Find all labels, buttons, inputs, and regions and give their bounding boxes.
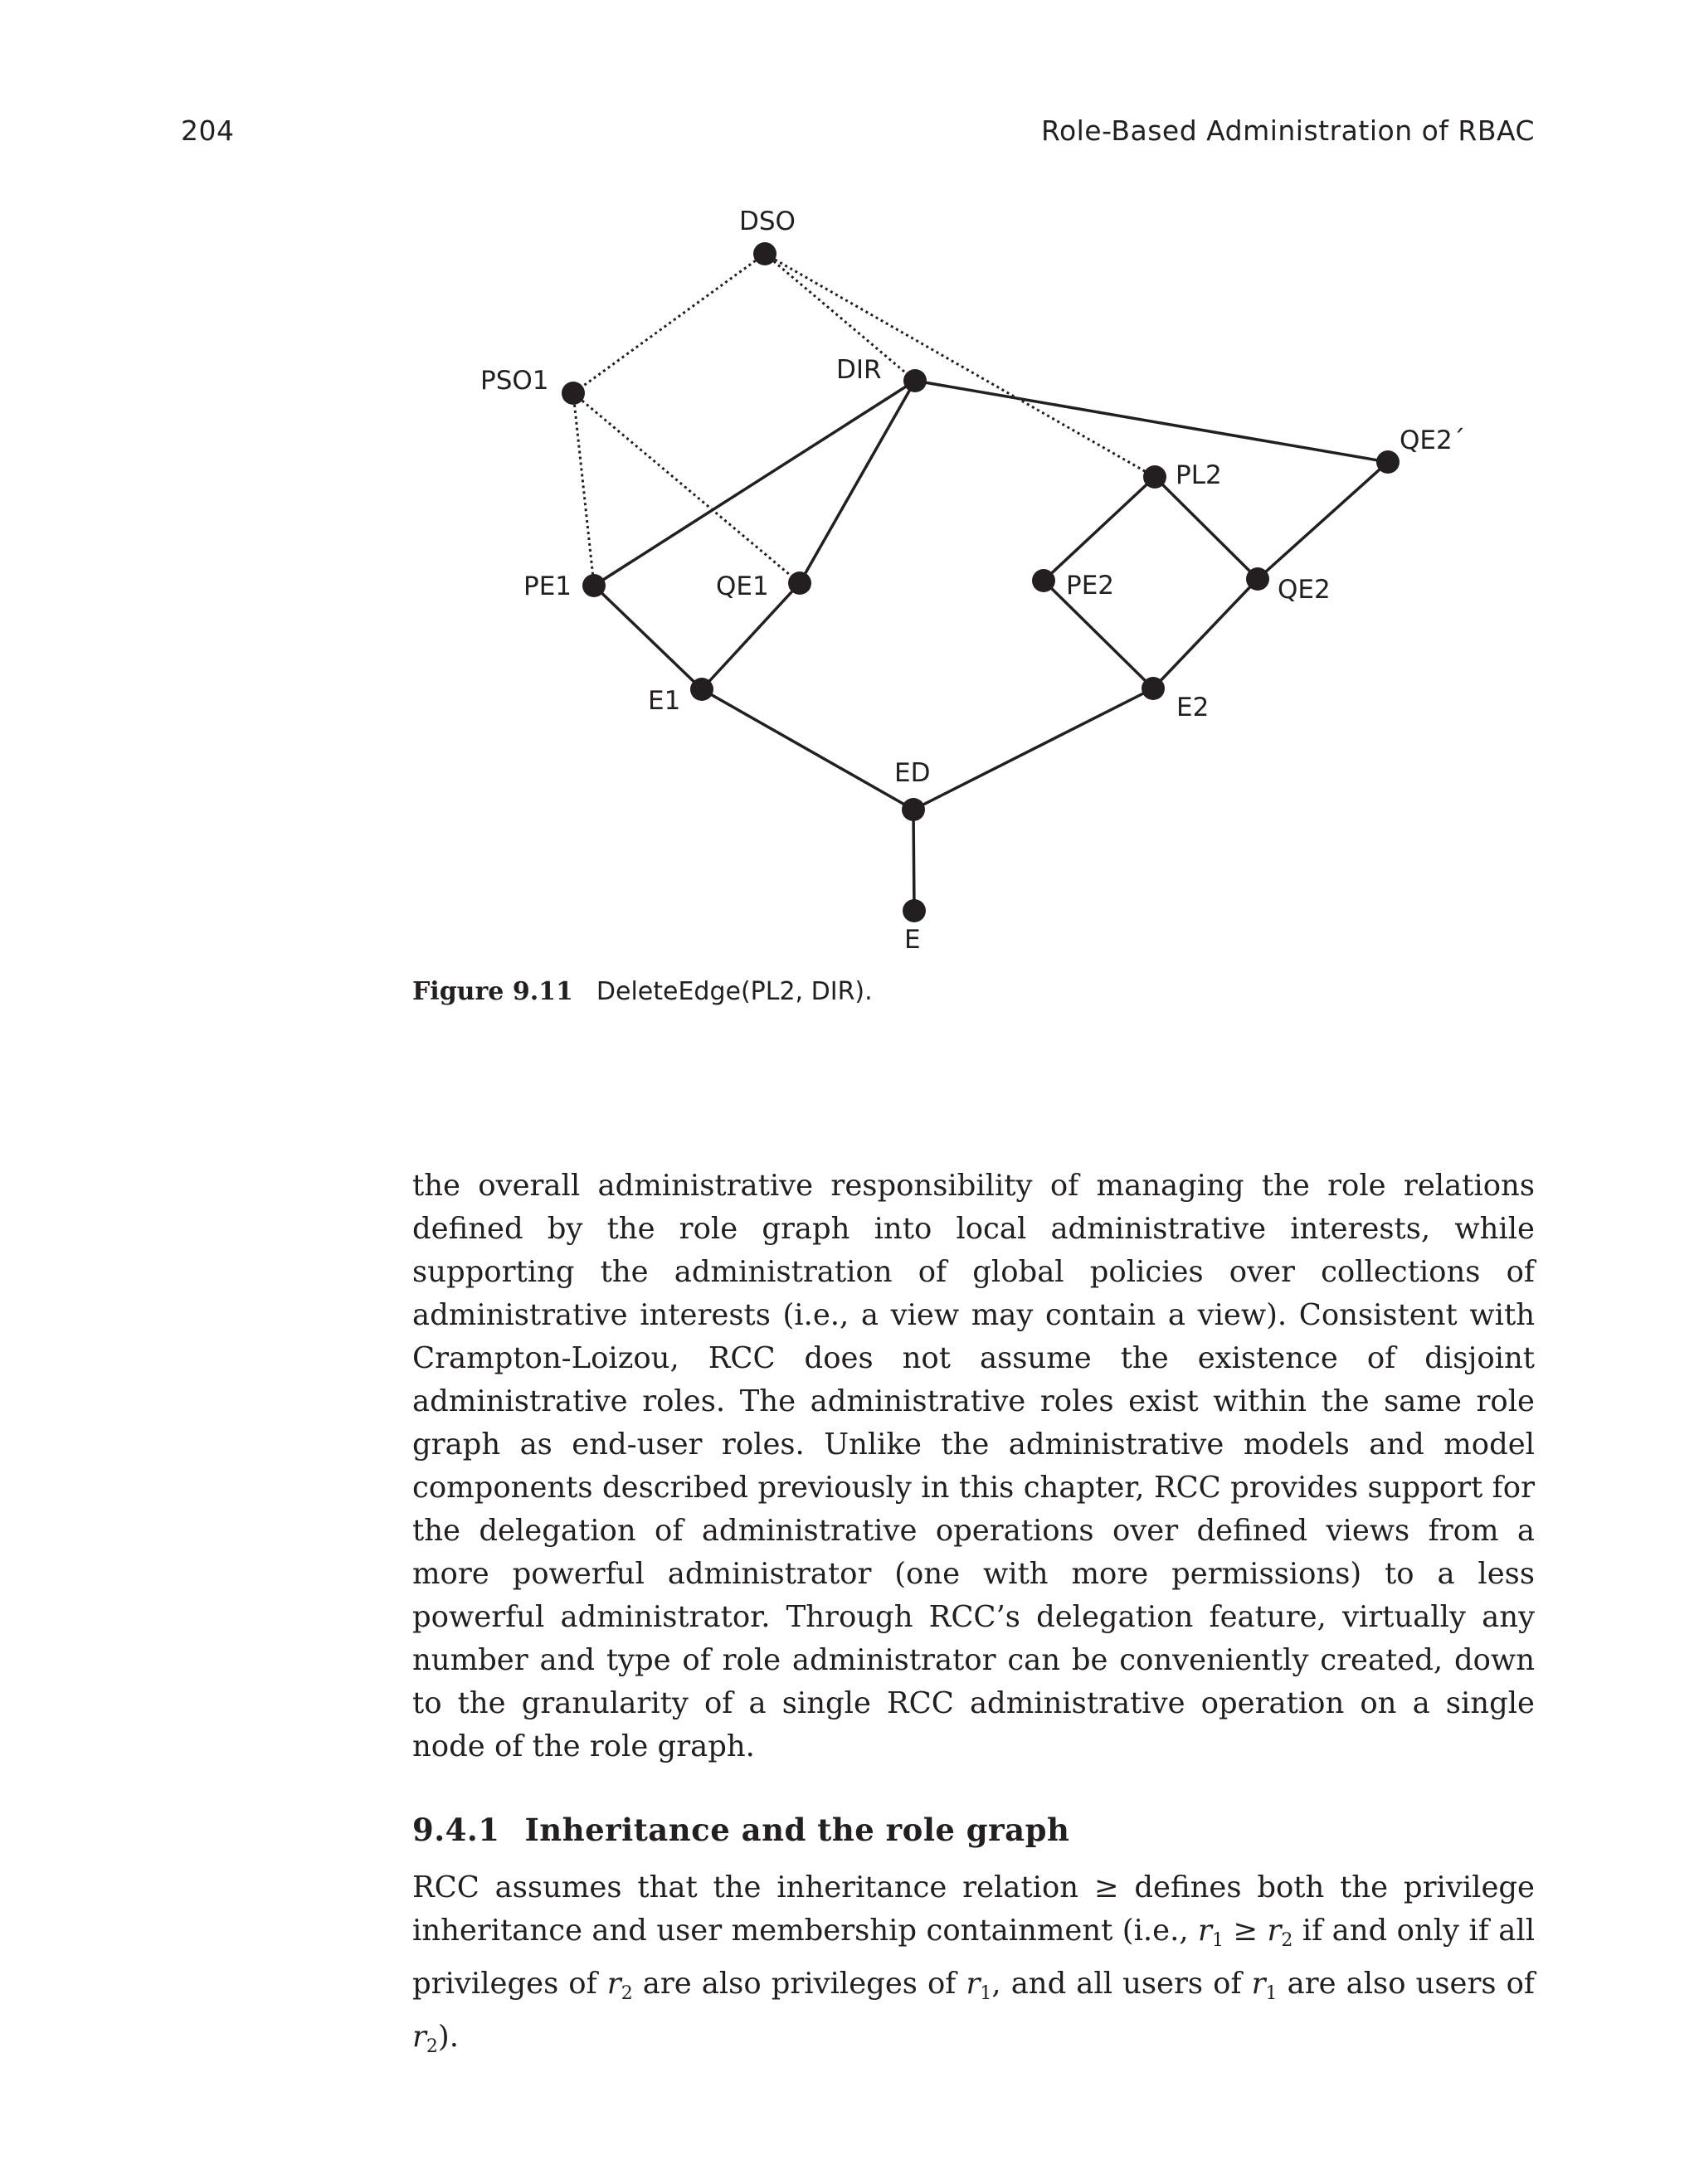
node-pe1: [582, 574, 606, 597]
node-pso1: [562, 382, 585, 405]
label-e2: E2: [1176, 693, 1210, 722]
edge-dso-pl2: [765, 254, 1155, 477]
label-ed: ED: [894, 758, 931, 788]
caption-text: DeleteEdge(PL2, DIR).: [596, 977, 873, 1006]
edge-pe1-e1: [594, 586, 702, 689]
figure-caption: [412, 977, 873, 1006]
label-qe2: QE2: [1278, 575, 1331, 605]
running-title: Role-Based Administration of RBAC: [1041, 114, 1535, 147]
label-dir: DIR: [836, 355, 882, 385]
label-e1: E1: [648, 686, 681, 716]
label-pe1: PE1: [523, 572, 572, 601]
node-ed: [902, 798, 925, 821]
edge-ed-e: [913, 810, 914, 911]
label-dso: DSO: [739, 207, 796, 236]
edge-pl2-qe2: [1155, 477, 1258, 579]
label-pl2: PL2: [1176, 460, 1222, 490]
node-e1: [690, 678, 713, 701]
edge-pso1-qe1: [573, 393, 800, 583]
body-paragraph-2: RCC assumes that the inheritance relation ≥ defines both the privilege inheritance and user membership containment (i.e., $r_1 \ge r_2$ if and only if all privileges of $r_2$ are also privileges of $r_1$, and all users of $r_1$ are also users of $r_2$).: [412, 1870, 1536, 2057]
edge-dso-pso1: [573, 254, 765, 393]
edge-qe2-prime-qe2: [1258, 462, 1388, 579]
edge-qe2-e2: [1153, 579, 1258, 688]
edge-dir-qe2-prime: [915, 381, 1388, 462]
label-pe2: PE2: [1066, 571, 1115, 601]
nodes: [562, 242, 1400, 922]
section-title: Inheritance and the role graph: [524, 1812, 1070, 1848]
node-qe2-prime: [1376, 450, 1400, 474]
edge-e2-ed: [913, 688, 1153, 810]
edge-e1-ed: [702, 689, 913, 810]
caption-number: Figure 9.11: [412, 977, 573, 1006]
node-pl2: [1143, 465, 1166, 489]
label-pso1: PSO1: [480, 366, 549, 396]
label-qe1: QE1: [716, 572, 769, 601]
node-pe2: [1032, 569, 1055, 592]
node-dso: [753, 242, 776, 265]
body-paragraph-1: the overall administrative responsibility of managing the role relations defined by the role graph into local administrative interests, while supporting the administration of global policies over collections of administrative interests (i.e., a view may contain a view). Consistent with Crampton-Loizou, RCC does not assume the existence of disjoint administrative roles. The administrative roles exist within the same role graph as end-user roles. Unlike the administrative models and model components described previously in this chapter, RCC provides support for the delegation of administrative operations over defined views from a more powerful administrator (one with more permissions) to a less powerful administrator. Through RCC’s delegation feature, virtually any number and type of role administrator can be conveniently created, down to the granularity of a single RCC administrative operation on a single node of the role graph.: [412, 1169, 1535, 1763]
node-labels: [480, 207, 1465, 955]
dotted-edges: [573, 254, 1155, 586]
node-qe2: [1246, 567, 1269, 591]
section-heading: [412, 1812, 1069, 1848]
node-dir: [903, 369, 927, 392]
node-e2: [1142, 677, 1165, 700]
edge-dir-pe1: [594, 381, 915, 586]
section-number: 9.4.1: [412, 1812, 500, 1848]
role-graph-figure: [0, 0, 1699, 1045]
node-qe1: [788, 572, 811, 595]
page-number: 204: [181, 114, 235, 147]
solid-edges: [594, 381, 1388, 911]
node-e: [903, 899, 926, 922]
edge-dir-qe1: [800, 381, 915, 583]
edge-pl2-pe2: [1044, 477, 1155, 581]
edge-pso1-pe1: [573, 393, 594, 586]
label-e: E: [904, 925, 921, 955]
label-qe2-prime: QE2´: [1400, 426, 1466, 455]
